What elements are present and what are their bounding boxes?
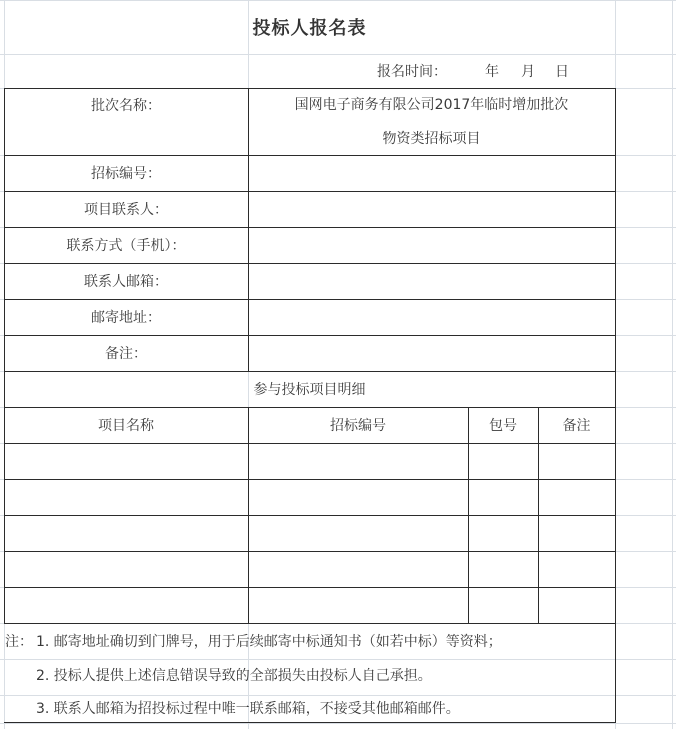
contact-phone-label: 联系方式（手机）： bbox=[66, 238, 186, 254]
table-row[interactable] bbox=[5, 444, 615, 479]
contact-email-field[interactable] bbox=[249, 264, 615, 299]
contact-phone-field[interactable] bbox=[249, 228, 615, 263]
table-row[interactable] bbox=[5, 552, 615, 587]
batch-name-line-2: 物资类招标项目 bbox=[382, 130, 481, 147]
batch-name-line-1: 国网电子商务有限公司2017年临时增加批次 bbox=[294, 96, 569, 113]
date-day: 日 bbox=[555, 64, 569, 80]
registration-date-label: 报名时间： bbox=[377, 64, 447, 80]
table-row[interactable] bbox=[5, 480, 615, 515]
note-item-2: 2. 投标人提供上述信息错误导致的全部损失由投标人自己承担。 bbox=[36, 668, 432, 684]
notes-prefix: 注： bbox=[5, 634, 33, 650]
mailing-address-label: 邮寄地址： bbox=[91, 310, 161, 326]
date-year: 年 bbox=[485, 64, 499, 80]
remark-label: 备注： bbox=[105, 346, 147, 362]
tender-number-label: 招标编号： bbox=[91, 166, 161, 182]
table-row[interactable] bbox=[5, 588, 615, 623]
tender-number-field[interactable] bbox=[249, 156, 615, 191]
note-item-1: 1. 邮寄地址确切到门牌号，用于后续邮寄中标通知书（如若中标）等资料； bbox=[36, 634, 502, 650]
batch-name-value bbox=[248, 88, 615, 155]
project-contact-field[interactable] bbox=[249, 192, 615, 227]
column-header-tender-number: 招标编号 bbox=[330, 418, 386, 434]
column-header-project-name: 项目名称 bbox=[98, 418, 154, 434]
column-header-remark: 备注 bbox=[562, 418, 591, 434]
date-month: 月 bbox=[521, 64, 535, 80]
page-title: 投标人报名表 bbox=[252, 18, 367, 39]
table-row[interactable] bbox=[5, 516, 615, 551]
contact-email-label: 联系人邮箱： bbox=[84, 274, 168, 290]
column-header-package-number: 包号 bbox=[489, 418, 517, 434]
mailing-address-field[interactable] bbox=[249, 300, 615, 335]
batch-name-label: 批次名称： bbox=[91, 98, 161, 114]
note-item-3: 3. 联系人邮箱为招投标过程中唯一联系邮箱，不接受其他邮箱邮件。 bbox=[36, 701, 460, 717]
details-heading: 参与投标项目明细 bbox=[253, 382, 366, 398]
project-contact-label: 项目联系人： bbox=[84, 202, 168, 218]
remark-field[interactable] bbox=[249, 336, 615, 371]
